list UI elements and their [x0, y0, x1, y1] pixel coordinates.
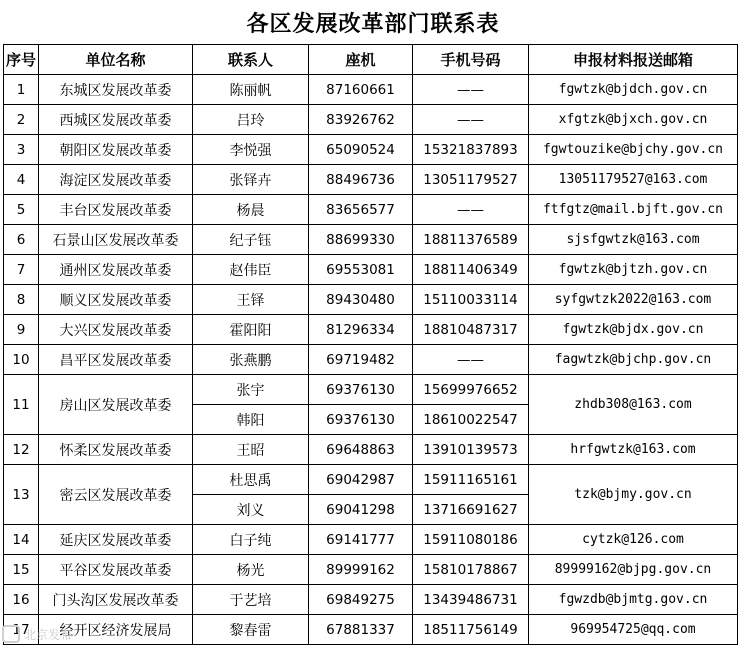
- table-row: [4, 135, 738, 165]
- contact-name: 杨光: [193, 555, 309, 585]
- table-row: [4, 375, 738, 405]
- email: fgwtzk@bjtzh.gov.cn: [529, 255, 738, 285]
- email: fgwzdb@bjmtg.gov.cn: [529, 585, 738, 615]
- table-row: [4, 165, 738, 195]
- row-number: 2: [4, 105, 39, 135]
- row-number: 9: [4, 315, 39, 345]
- contact-table: [3, 44, 738, 645]
- row-number: 12: [4, 435, 39, 465]
- email: hrfgwtzk@163.com: [529, 435, 738, 465]
- mobile: 13051179527: [413, 165, 529, 195]
- landline: 83926762: [309, 105, 413, 135]
- row-number: 6: [4, 225, 39, 255]
- header-unit: 单位名称: [39, 45, 193, 75]
- table-row: [4, 225, 738, 255]
- unit-name: 西城区发展改革委: [39, 105, 193, 135]
- landline: 65090524: [309, 135, 413, 165]
- contact-name: 杨晨: [193, 195, 309, 225]
- unit-name: 昌平区发展改革委: [39, 345, 193, 375]
- row-number: 14: [4, 525, 39, 555]
- mobile: 18810487317: [413, 315, 529, 345]
- contact-name: 张铎卉: [193, 165, 309, 195]
- contact-name: 韩阳: [193, 405, 309, 435]
- unit-name: 门头沟区发展改革委: [39, 585, 193, 615]
- contact-name: 王铎: [193, 285, 309, 315]
- mobile: ——: [413, 345, 529, 375]
- unit-name: 大兴区发展改革委: [39, 315, 193, 345]
- contact-name: 王昭: [193, 435, 309, 465]
- mobile: 15810178867: [413, 555, 529, 585]
- landline: 83656577: [309, 195, 413, 225]
- unit-name: 海淀区发展改革委: [39, 165, 193, 195]
- table-row: [4, 195, 738, 225]
- email: sjsfgwtzk@163.com: [529, 225, 738, 255]
- row-number: 3: [4, 135, 39, 165]
- email: 89999162@bjpg.gov.cn: [529, 555, 738, 585]
- landline: 69141777: [309, 525, 413, 555]
- watermark-text: 北京发布: [24, 627, 73, 642]
- contact-name: 张宇: [193, 375, 309, 405]
- table-row: [4, 585, 738, 615]
- landline: 88496736: [309, 165, 413, 195]
- table-row: [4, 315, 738, 345]
- table-row: [4, 435, 738, 465]
- email: fgwtouzike@bjchy.gov.cn: [529, 135, 738, 165]
- mobile: 13439486731: [413, 585, 529, 615]
- mobile: 18811376589: [413, 225, 529, 255]
- unit-name: 经开区经济发展局: [39, 615, 193, 645]
- unit-name: 延庆区发展改革委: [39, 525, 193, 555]
- row-number: 4: [4, 165, 39, 195]
- contact-name: 赵伟臣: [193, 255, 309, 285]
- contact-name: 吕玲: [193, 105, 309, 135]
- mobile: 18610022547: [413, 405, 529, 435]
- mobile: ——: [413, 195, 529, 225]
- unit-name: 怀柔区发展改革委: [39, 435, 193, 465]
- mobile: 15321837893: [413, 135, 529, 165]
- mobile: 15911165161: [413, 465, 529, 495]
- unit-name: 通州区发展改革委: [39, 255, 193, 285]
- mobile: 13716691627: [413, 495, 529, 525]
- header-contact: 联系人: [193, 45, 309, 75]
- contact-name: 霍阳阳: [193, 315, 309, 345]
- email: xfgtzk@bjxch.gov.cn: [529, 105, 738, 135]
- unit-name: 丰台区发展改革委: [39, 195, 193, 225]
- header-mobile: 手机号码: [413, 45, 529, 75]
- unit-name: 房山区发展改革委: [39, 375, 193, 435]
- mobile: ——: [413, 105, 529, 135]
- row-number: 8: [4, 285, 39, 315]
- row-number: 16: [4, 585, 39, 615]
- row-number: 11: [4, 375, 39, 435]
- landline: 89430480: [309, 285, 413, 315]
- landline: 87160661: [309, 75, 413, 105]
- unit-name: 石景山区发展改革委: [39, 225, 193, 255]
- mobile: 15110033114: [413, 285, 529, 315]
- contact-name: 杜思禹: [193, 465, 309, 495]
- email: 969954725@qq.com: [529, 615, 738, 645]
- table-row: [4, 255, 738, 285]
- mobile: 18811406349: [413, 255, 529, 285]
- contact-name: 于艺培: [193, 585, 309, 615]
- landline: 67881337: [309, 615, 413, 645]
- email: tzk@bjmy.gov.cn: [529, 465, 738, 525]
- mobile: 15911080186: [413, 525, 529, 555]
- email: cytzk@126.com: [529, 525, 738, 555]
- table-row: [4, 345, 738, 375]
- header-phone: 座机: [309, 45, 413, 75]
- table-row: [4, 285, 738, 315]
- row-number: 5: [4, 195, 39, 225]
- email: fagwtzk@bjchp.gov.cn: [529, 345, 738, 375]
- mobile: ——: [413, 75, 529, 105]
- contact-name: 纪子钰: [193, 225, 309, 255]
- mobile: 13910139573: [413, 435, 529, 465]
- row-number: 15: [4, 555, 39, 585]
- contact-name: 白子纯: [193, 525, 309, 555]
- mobile: 18511756149: [413, 615, 529, 645]
- header-email: 申报材料报送邮箱: [529, 45, 738, 75]
- landline: 69553081: [309, 255, 413, 285]
- contact-name: 李悦强: [193, 135, 309, 165]
- unit-name: 顺义区发展改革委: [39, 285, 193, 315]
- row-number: 1: [4, 75, 39, 105]
- row-number: 10: [4, 345, 39, 375]
- unit-name: 东城区发展改革委: [39, 75, 193, 105]
- email: zhdb308@163.com: [529, 375, 738, 435]
- table-row: [4, 555, 738, 585]
- unit-name: 朝阳区发展改革委: [39, 135, 193, 165]
- unit-name: 平谷区发展改革委: [39, 555, 193, 585]
- landline: 69041298: [309, 495, 413, 525]
- email: ftfgtz@mail.bjft.gov.cn: [529, 195, 738, 225]
- unit-name: 密云区发展改革委: [39, 465, 193, 525]
- email: syfgwtzk2022@163.com: [529, 285, 738, 315]
- landline: 81296334: [309, 315, 413, 345]
- landline: 88699330: [309, 225, 413, 255]
- table-header-row: [4, 45, 738, 75]
- landline: 69849275: [309, 585, 413, 615]
- header-no: 序号: [4, 45, 39, 75]
- table-row: [4, 105, 738, 135]
- row-number: 7: [4, 255, 39, 285]
- table-row: [4, 615, 738, 645]
- mobile: 15699976652: [413, 375, 529, 405]
- contact-name: 张燕鹏: [193, 345, 309, 375]
- contact-name: 黎春雷: [193, 615, 309, 645]
- contact-name: 陈丽帆: [193, 75, 309, 105]
- table-row: [4, 465, 738, 495]
- contact-name: 刘义: [193, 495, 309, 525]
- page-title: 各区发展改革部门联系表: [246, 11, 500, 37]
- row-number: 17: [4, 615, 39, 645]
- email: 13051179527@163.com: [529, 165, 738, 195]
- landline: 69648863: [309, 435, 413, 465]
- landline: 69376130: [309, 405, 413, 435]
- landline: 89999162: [309, 555, 413, 585]
- landline: 69376130: [309, 375, 413, 405]
- table-row: [4, 525, 738, 555]
- table-row: [4, 75, 738, 105]
- email: fgwtzk@bjdch.gov.cn: [529, 75, 738, 105]
- row-number: 13: [4, 465, 39, 525]
- landline: 69042987: [309, 465, 413, 495]
- email: fgwtzk@bjdx.gov.cn: [529, 315, 738, 345]
- landline: 69719482: [309, 345, 413, 375]
